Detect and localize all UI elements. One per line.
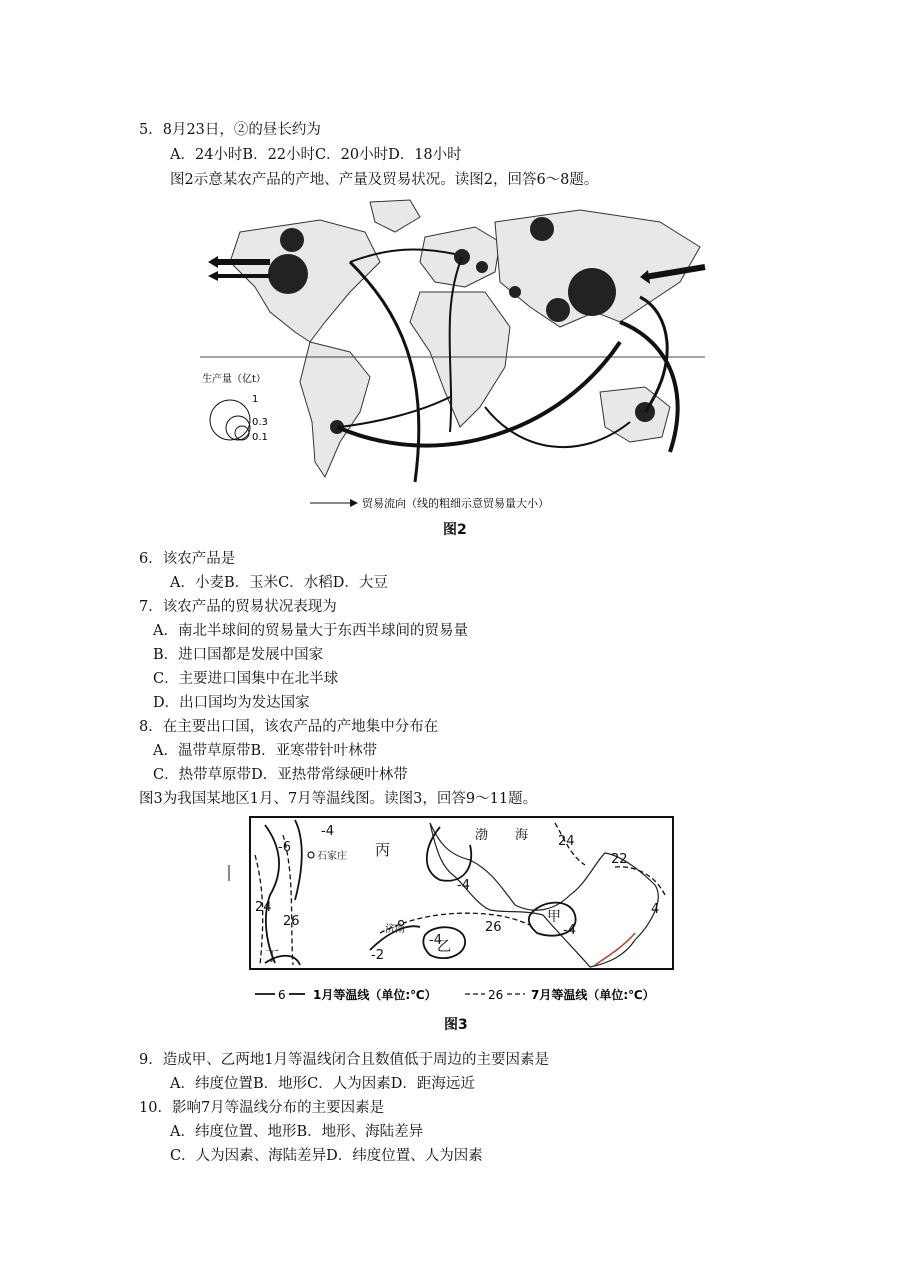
value-26-west: 26: [283, 914, 300, 929]
intro-fig3: 图3为我国某地区1月、7月等温线图。读图3，回答9～11题。: [139, 791, 538, 807]
q8-stem: 8．在主要出口国，该农产品的产地集中分布在: [139, 719, 439, 735]
legend-value-0-3: 0.3: [252, 417, 268, 428]
q5-options: A．24小时B．22小时C．20小时D．18小时: [170, 147, 462, 163]
production-circle-europe-b: [476, 261, 488, 273]
legend-jul-label: 7月等温线（单位:℃）: [531, 988, 655, 1002]
map-frame: [250, 817, 673, 969]
value-24-west: 24: [255, 900, 272, 915]
q8-options-ab: A．温带草原带B．亚寒带针叶林带: [153, 743, 378, 759]
value-neg6: -6: [278, 840, 291, 855]
q7-option-a: A．南北半球间的贸易量大于东西半球间的贸易量: [153, 623, 468, 639]
legend-circle-0-1: [235, 426, 249, 440]
value-24-east: 24: [558, 834, 575, 849]
intro-fig2: 图2示意某农产品的产地、产量及贸易状况。读图2，回答6～8题。: [170, 172, 599, 188]
value-22: 22: [611, 852, 628, 867]
value-26-center: 26: [485, 920, 502, 935]
production-circle-india: [546, 298, 570, 322]
q6-options: A．小麦B．玉米C．水稻D．大豆: [170, 575, 388, 591]
production-circle-usa: [268, 254, 308, 294]
q7-stem: 7．该农产品的贸易状况表现为: [139, 599, 337, 615]
figure-3-isotherm-map: [225, 815, 680, 1010]
isotherm-map-svg: [225, 815, 680, 1010]
value-neg2: -2: [371, 948, 384, 963]
q7-option-d: D．出口国均为发达国家: [153, 695, 310, 711]
q9-options: A．纬度位置B．地形C．人为因素D．距海远近: [170, 1076, 475, 1092]
legend-jan-value: 6: [278, 988, 286, 1002]
production-circle-russia: [530, 217, 554, 241]
trade-legend-label: 贸易流向（线的粗细示意贸易量大小）: [362, 497, 549, 510]
production-legend-title: 生产量（亿t）: [202, 374, 266, 385]
q5-stem: 5．8月23日，②的昼长约为: [139, 122, 321, 138]
q10-stem: 10．影响7月等温线分布的主要因素是: [139, 1100, 385, 1116]
figure-3-caption: 图3: [444, 1017, 468, 1033]
label-yi: 乙: [437, 939, 451, 955]
label-bohai: 渤: [475, 828, 489, 843]
isotherm-jan-neg4-center: [427, 827, 471, 881]
value-neg4-yi: -4: [429, 933, 442, 948]
q7-option-b: B．进口国都是发展中国家: [153, 647, 324, 663]
value-neg4-center: -4: [457, 878, 470, 893]
australia-shape: [600, 387, 670, 442]
value-neg4-jia: -4: [563, 923, 576, 938]
south-america-shape: [300, 342, 370, 477]
greenland-shape: [370, 200, 420, 232]
arrow-west-a: [208, 256, 218, 268]
production-circle-middle-east: [509, 286, 521, 298]
figure-2-caption: 图2: [443, 522, 467, 538]
label-jinan: 济南: [385, 924, 405, 935]
q6-stem: 6．该农产品是: [139, 551, 236, 567]
q7-option-c: C．主要进口国集中在北半球: [153, 671, 339, 687]
legend-circle-1: [210, 400, 250, 440]
production-circle-china: [568, 268, 616, 316]
coastline-red-segment: [595, 933, 635, 965]
trade-legend-arrow: [350, 499, 358, 507]
label-hai: 海: [515, 828, 529, 843]
legend-value-0-1: 0.1: [252, 432, 268, 443]
q10-options-cd: C．人为因素、海陆差异D．纬度位置、人为因素: [170, 1148, 483, 1164]
shijiazhuang-marker: [308, 852, 314, 858]
q8-options-cd: C．热带草原带D．亚热带常绿硬叶林带: [153, 767, 408, 783]
label-jia: 甲: [547, 909, 561, 925]
legend-jan-label: 1月等温线（单位:℃）: [313, 988, 437, 1002]
isotherm-legend: [255, 987, 655, 1002]
value-4: 4: [651, 902, 660, 917]
arrow-west-b: [208, 271, 218, 281]
legend-value-1: 1: [252, 394, 259, 405]
q9-stem: 9．造成甲、乙两地1月等温线闭合且数值低于周边的主要因素是: [139, 1052, 549, 1068]
isotherm-jan-neg6: [265, 825, 279, 963]
figure-2-world-trade-map: [200, 192, 710, 512]
production-legend-circles: [210, 400, 250, 440]
value-neg4-west: -4: [321, 824, 334, 839]
label-bing: 丙: [375, 841, 391, 859]
legend-jul-value: 26: [488, 988, 504, 1002]
label-ding: 丁: [265, 949, 279, 965]
production-circle-canada: [280, 228, 304, 252]
isotherm-jan-neg4-west: [295, 820, 302, 900]
q10-options-ab: A．纬度位置、地形B．地形、海陆差异: [170, 1124, 424, 1140]
label-shijiazhuang: 石家庄: [317, 851, 347, 862]
world-map-svg: [200, 192, 710, 512]
